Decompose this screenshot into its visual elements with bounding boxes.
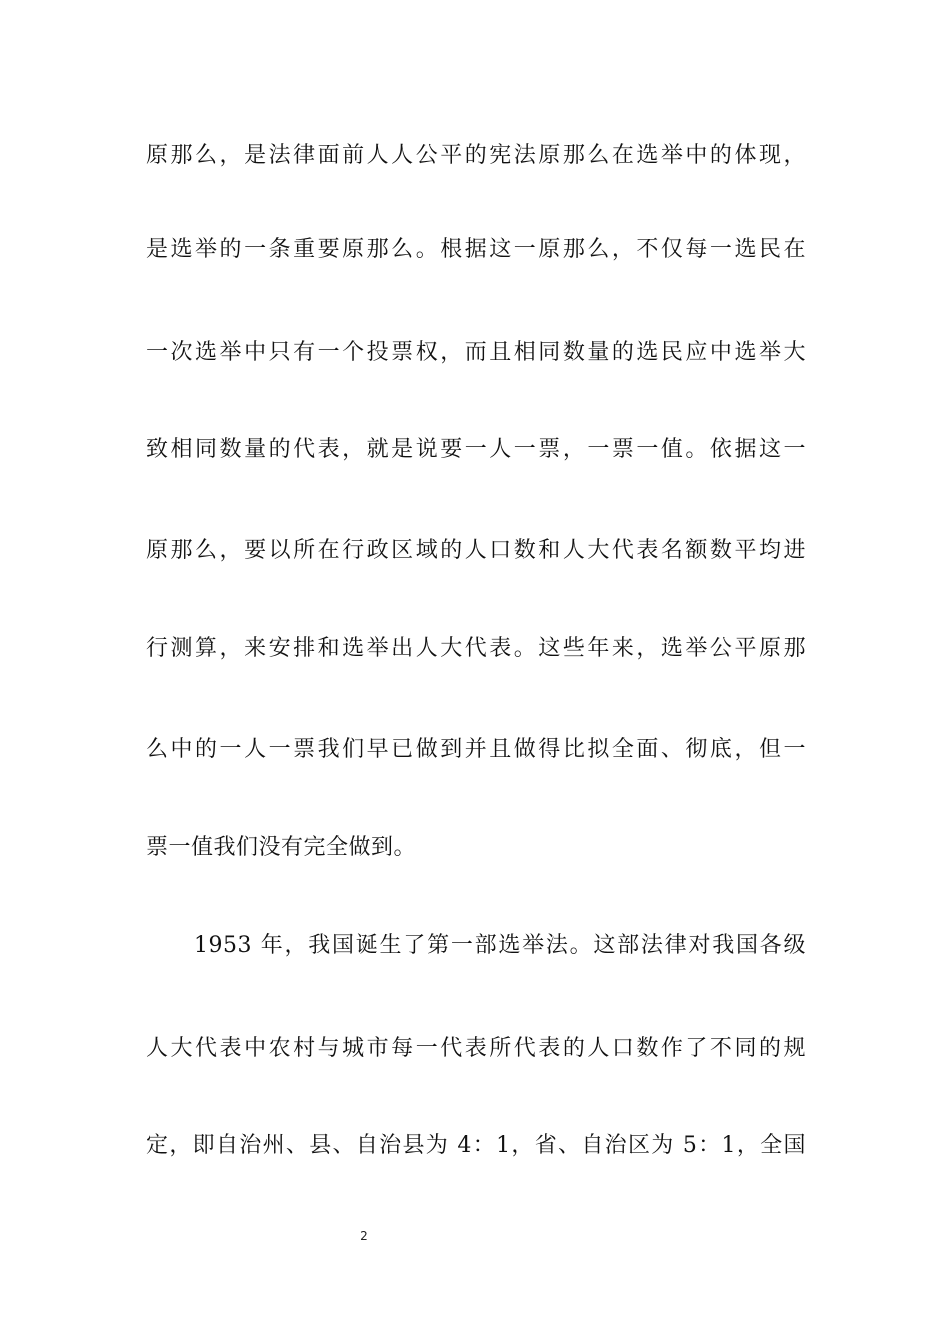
paragraph-line: 原那么，要以所在行政区域的人口数和人大代表名额数平均进 (146, 538, 806, 563)
paragraph-line: 致相同数量的代表，就是说要一人一票，一票一值。依据这一 (146, 437, 806, 462)
paragraph-line: 票一值我们没有完全做到。 (146, 835, 417, 860)
paragraph-line: 人大代表中农村与城市每一代表所代表的人口数作了不同的规 (146, 1036, 806, 1061)
paragraph-line: 行测算，来安排和选举出人大代表。这些年来，选举公平原那 (146, 636, 806, 661)
paragraph-line: 一次选举中只有一个投票权，而且相同数量的选民应中选举大 (146, 340, 806, 365)
paragraph-line: 定，即自治州、县、自治县为 4：1，省、自治区为 5：1，全国 (146, 1133, 806, 1158)
paragraph-line: 原那么，是法律面前人人公平的宪法原那么在选举中的体现， (146, 143, 806, 168)
paragraph-line: 么中的一人一票我们早已做到并且做得比拟全面、彻底，但一 (146, 737, 806, 762)
paragraph-line: 是选举的一条重要原那么。根据这一原那么，不仅每一选民在 (146, 237, 806, 262)
paragraph-line: 1953 年，我国诞生了第一部选举法。这部法律对我国各级 (194, 933, 806, 958)
page-number: 2 (360, 1229, 368, 1243)
